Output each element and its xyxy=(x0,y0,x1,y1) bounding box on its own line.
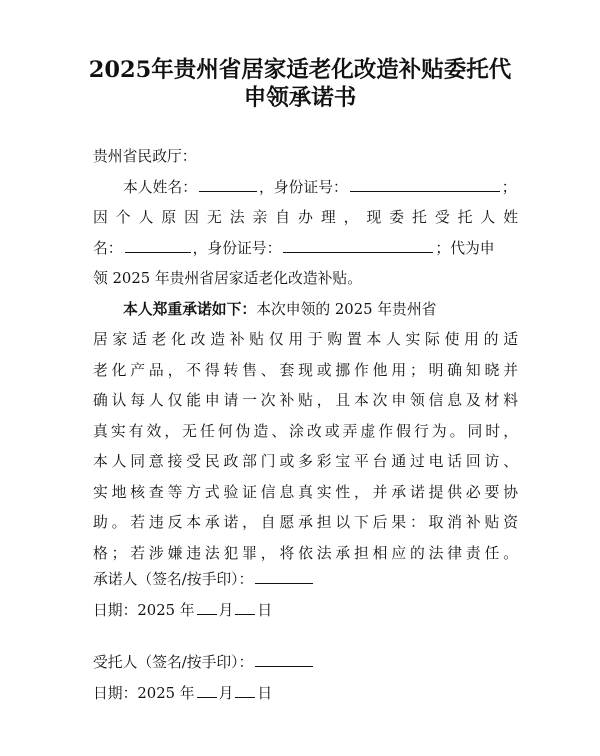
promisor-blank xyxy=(255,569,313,584)
date-label: 日期：2025 年 xyxy=(93,601,195,619)
month-blank xyxy=(197,600,217,615)
agent-line xyxy=(93,234,518,265)
pledge-line-6: 本人同意接受民政部门或多彩宝平台通过电话回访、 xyxy=(93,453,518,470)
agent-signature-block xyxy=(93,648,518,709)
agent-day-label: 日 xyxy=(257,684,273,702)
title-line-2: 申领承诺书 xyxy=(243,85,357,111)
pledge-line-5: 真实有效，无任何伪造、涂改或弄虚作假行为。同时， xyxy=(93,422,518,440)
agent-sign-label: 受托人（签名/按手印）： xyxy=(93,654,254,671)
promisor-line xyxy=(93,565,518,596)
pledge-line-8: 助。若违反本承诺，自愿承担以下后果：取消补贴资 xyxy=(93,514,518,531)
title-line-1: 2025年贵州省居家适老化改造补贴委托代 xyxy=(88,57,512,83)
agent-month-blank xyxy=(197,683,217,698)
agent-sign-blank xyxy=(255,652,313,667)
pledge-line-1-text: 本次申领的 2025 年贵州省 xyxy=(256,300,437,318)
pledge-line-2: 居家适老化改造补贴仅用于购置本人实际使用的适 xyxy=(93,331,518,348)
name-blank xyxy=(199,177,257,192)
purpose-line: 领 2025 年贵州省居家适老化改造补贴。 xyxy=(93,270,363,287)
salutation: 贵州省民政厅： xyxy=(93,148,197,165)
day-label: 日 xyxy=(257,601,273,619)
line-end: ； xyxy=(501,178,517,196)
agent-date-label: 日期：2025 年 xyxy=(93,684,195,702)
agent-month-label: 月 xyxy=(218,684,234,702)
pledge-lead: 本人郑重承诺如下： xyxy=(123,300,257,318)
name-label: 本人姓名： xyxy=(123,178,197,196)
month-label: 月 xyxy=(218,601,234,619)
agent-sign-line xyxy=(93,648,518,679)
pledge-line-3: 老化产品，不得转售、套现或挪作他用；明确知晓并 xyxy=(93,361,518,379)
promisor-date xyxy=(93,596,518,627)
document-body xyxy=(93,142,518,569)
promisor-label: 承诺人（签名/按手印）： xyxy=(93,571,254,588)
agent-id-blank xyxy=(283,238,433,253)
principal-line xyxy=(93,173,518,204)
agent-name-label: 名： xyxy=(93,239,123,257)
id-label: ，身份证号： xyxy=(259,178,348,196)
agent-line-end: ；代为申 xyxy=(435,239,495,257)
id-blank xyxy=(350,177,500,192)
pledge-line-9: 格；若涉嫌违法犯罪，将依法承担相应的法律责任。 xyxy=(93,544,518,562)
agent-date xyxy=(93,679,518,710)
document-title xyxy=(40,56,560,112)
pledge-line-7: 实地核查等方式验证信息真实性，并承诺提供必要协 xyxy=(93,483,518,501)
pledge-line-4: 确认每人仅能申请一次补贴，且本次申领信息及材料 xyxy=(93,392,518,409)
pledge-line-1 xyxy=(93,295,518,326)
entrust-line: 因个人原因无法亲自办理，现委托受托人姓 xyxy=(93,209,518,226)
agent-name-blank xyxy=(125,238,191,253)
day-blank xyxy=(235,600,255,615)
agent-day-blank xyxy=(235,683,255,698)
agent-id-label: ，身份证号： xyxy=(192,239,282,257)
promisor-signature-block xyxy=(93,565,518,626)
